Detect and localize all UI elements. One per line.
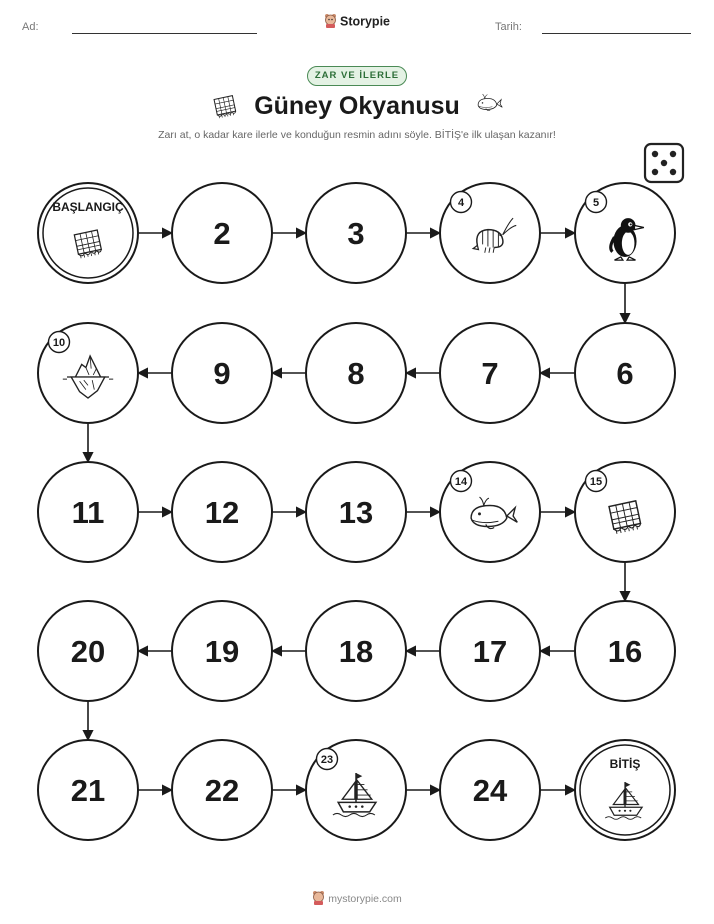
footer-url: mystorypie.com: [328, 892, 402, 905]
space-number: 8: [347, 356, 365, 391]
space-number: 2: [213, 216, 231, 251]
board-space: [575, 183, 675, 283]
board-cells: [38, 183, 675, 840]
board-space: [306, 740, 406, 840]
space-number: 19: [204, 634, 240, 669]
space-number: 3: [347, 216, 365, 251]
date-label: Tarih:: [495, 21, 522, 33]
space-number: 4: [457, 197, 465, 209]
board-space: [38, 323, 138, 423]
board-space: [440, 601, 540, 701]
board-space: [172, 323, 272, 423]
space-number: 14: [454, 476, 468, 488]
board-space: [306, 323, 406, 423]
space-number: 18: [338, 634, 374, 669]
space-number: 10: [52, 337, 66, 349]
board-space: [575, 601, 675, 701]
space-number: 24: [472, 773, 508, 808]
whale-icon: [478, 94, 502, 111]
footer: [0, 890, 714, 908]
finish-label: BİTİŞ: [609, 757, 641, 771]
dice-icon: [645, 144, 683, 182]
instructions: Zarı at, o kadar kare ilerle ve konduğun resmin adını söyle. BİTİŞ'e ilk ulaşan kazanır!: [158, 129, 556, 141]
board-space: [306, 601, 406, 701]
space-number: 9: [213, 356, 231, 391]
name-label: Ad:: [22, 21, 39, 33]
space-number: 16: [607, 634, 643, 669]
space-number: 12: [204, 495, 240, 530]
space-number: 17: [472, 634, 508, 669]
board-space: [38, 601, 138, 701]
board-space: [440, 323, 540, 423]
space-number: 13: [338, 495, 374, 530]
board-space: [172, 740, 272, 840]
finish-space: [575, 740, 675, 840]
space-number: 7: [481, 356, 499, 391]
board-space: [172, 183, 272, 283]
space-number: 6: [616, 356, 634, 391]
page-title: Güney Okyanusu: [254, 92, 460, 120]
board-space: [575, 323, 675, 423]
board-space: [38, 462, 138, 562]
space-number: 23: [320, 754, 334, 766]
board-space: [38, 740, 138, 840]
storypie-logo-icon: [312, 890, 325, 908]
board-space: [440, 183, 540, 283]
board-space: [306, 183, 406, 283]
board-space: [172, 601, 272, 701]
board-space: [575, 462, 675, 562]
space-number: 20: [70, 634, 106, 669]
start-space: [38, 183, 138, 283]
game-type-badge: ZAR VE İLERLE: [307, 66, 407, 86]
space-number: 21: [70, 773, 106, 808]
brand-name: Storypie: [339, 14, 390, 29]
board-space: [306, 462, 406, 562]
board-space: [172, 462, 272, 562]
board-space: [440, 740, 540, 840]
start-label: BAŞLANGIÇ: [52, 200, 124, 214]
board-space: [440, 462, 540, 562]
space-number: 15: [589, 476, 603, 488]
blanket-icon: [214, 96, 236, 119]
space-number: 22: [204, 773, 240, 808]
space-number: 5: [592, 197, 600, 209]
space-number: 11: [71, 495, 105, 530]
